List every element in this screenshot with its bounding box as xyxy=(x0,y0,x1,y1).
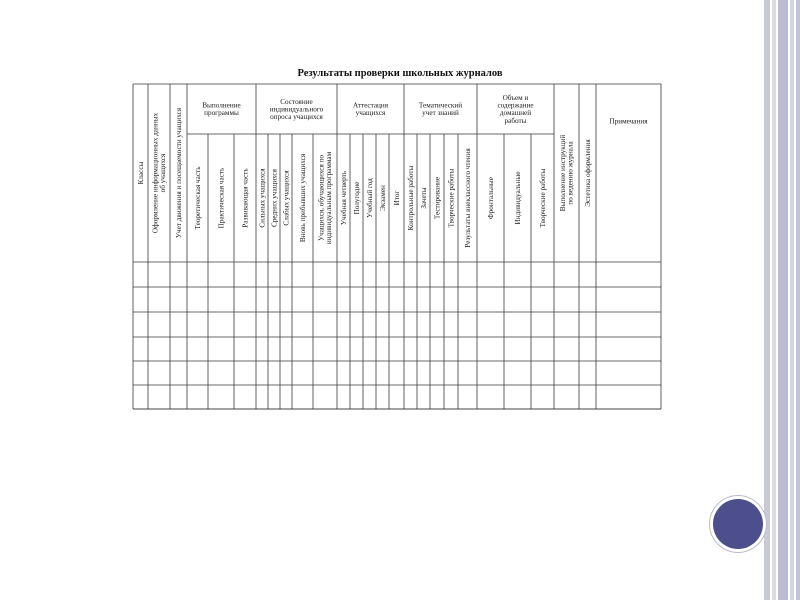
column-header: Развивающая часть xyxy=(241,168,250,228)
column-header: Классы xyxy=(136,161,145,185)
column-header: Творческие работы xyxy=(538,168,547,228)
column-header: Экзамен xyxy=(378,185,387,211)
page-title: Результаты проверки школьных журналов xyxy=(297,68,503,79)
column-header: Полугодие xyxy=(352,181,361,215)
column-header: Оформление информационных данныхоб учащихся xyxy=(151,112,168,234)
column-header: Средних учащихся xyxy=(270,169,279,227)
column-header: Теоретическая часть xyxy=(193,166,202,230)
column-header: Фронтальные xyxy=(486,177,495,219)
group-header: Состояние индивидуального опроса учащихся xyxy=(269,97,324,121)
column-header: Учащихся, обучающихся поиндивидуальным программам xyxy=(317,151,334,245)
column-header-notes: Примечания xyxy=(609,117,648,126)
column-header: Творческие работы xyxy=(447,168,456,228)
column-header: Результаты внеклассного чтения xyxy=(463,148,472,248)
column-header: Зачеты xyxy=(419,187,428,209)
column-header: Вновь прибывших учащихся xyxy=(298,153,307,243)
group-header: Аттестация учащихся xyxy=(352,101,389,118)
group-header: Тематический учет знаний xyxy=(418,101,463,118)
column-header: Слабых учащихся xyxy=(282,170,291,226)
column-header: Учебная четверть xyxy=(339,170,348,226)
group-header: Выполнение программы xyxy=(202,101,241,118)
column-header: Учет движения и посещаемости учащихся xyxy=(174,107,183,239)
column-header: Практическая часть xyxy=(217,167,226,229)
column-header: Итог xyxy=(392,190,401,206)
group-header: Объем и содержание домашней работы xyxy=(497,94,534,125)
column-header: Тестирование xyxy=(433,176,442,220)
column-header: Сильных учащихся xyxy=(258,168,267,228)
column-header: Контрольные работы xyxy=(406,165,415,231)
column-header: Эстетика оформления xyxy=(583,139,592,207)
column-header: Выполнение инструкцийпо ведению журнала xyxy=(559,134,575,212)
column-header: Индивидуальные xyxy=(513,171,522,225)
column-header: Учебный год xyxy=(365,178,374,218)
